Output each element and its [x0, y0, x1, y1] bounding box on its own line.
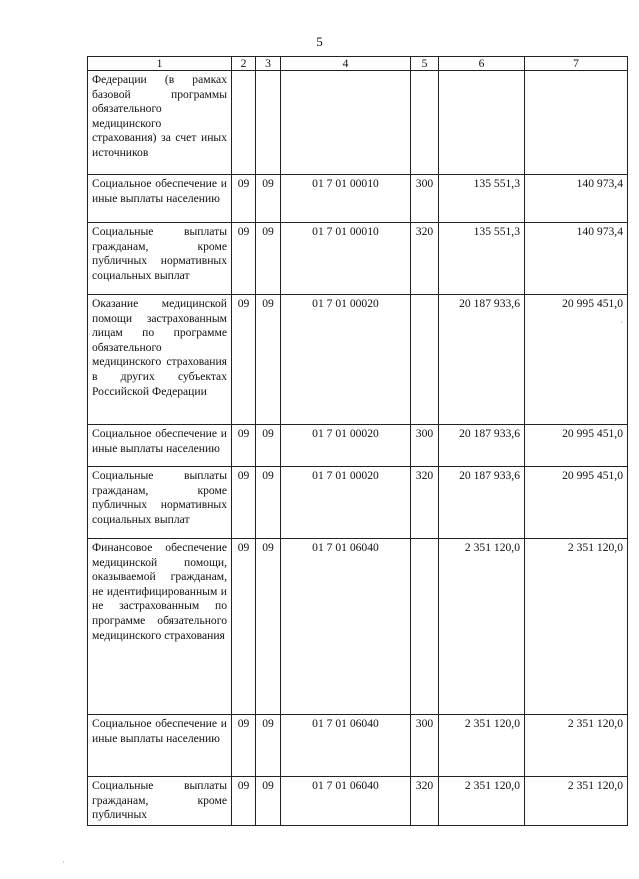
subsection-code: 09	[256, 425, 281, 467]
table-row	[88, 223, 628, 295]
column-header-2: 2	[232, 57, 256, 71]
expense-type-code: 320	[411, 467, 439, 539]
expense-type-code: 300	[411, 715, 439, 777]
row-name: Федерации (в рамках базовой программы обязательного медицинского страхования) за счет иных источников	[88, 71, 232, 175]
amount-year-1: 135 551,3	[439, 223, 525, 295]
amount-year-2: 2 351 120,0	[525, 777, 628, 826]
section-code: 09	[232, 223, 256, 295]
amount-year-1	[439, 71, 525, 175]
section-code	[232, 71, 256, 175]
section-code: 09	[232, 467, 256, 539]
amount-year-2	[525, 71, 628, 175]
target-article-code: 01 7 01 06040	[281, 715, 411, 777]
page-number: 5	[316, 34, 323, 49]
section-code: 09	[232, 175, 256, 223]
table-row	[88, 715, 628, 777]
target-article-code: 01 7 01 06040	[281, 777, 411, 826]
amount-year-1: 20 187 933,6	[439, 295, 525, 425]
table-row	[88, 71, 628, 175]
section-code: 09	[232, 425, 256, 467]
target-article-code: 01 7 01 00020	[281, 425, 411, 467]
row-name: Социальные выплаты гражданам, кроме публичных	[88, 777, 232, 826]
expense-type-code	[411, 295, 439, 425]
expense-type-code	[411, 71, 439, 175]
target-article-code: 01 7 01 00010	[281, 175, 411, 223]
subsection-code: 09	[256, 223, 281, 295]
expense-type-code	[411, 539, 439, 715]
amount-year-1: 2 351 120,0	[439, 539, 525, 715]
section-code: 09	[232, 539, 256, 715]
amount-year-1: 135 551,3	[439, 175, 525, 223]
table-row	[88, 777, 628, 826]
target-article-code	[281, 71, 411, 175]
subsection-code: 09	[256, 295, 281, 425]
expense-type-code: 300	[411, 175, 439, 223]
amount-year-1: 2 351 120,0	[439, 715, 525, 777]
column-header-6: 6	[439, 57, 525, 71]
scan-mark: ·	[62, 858, 65, 867]
subsection-code	[256, 71, 281, 175]
row-name: Социальные выплаты гражданам, кроме публичных нормативных социальных выплат	[88, 467, 232, 539]
row-name: Социальное обеспечение и иные выплаты населению	[88, 425, 232, 467]
subsection-code: 09	[256, 777, 281, 826]
amount-year-2: 2 351 120,0	[525, 539, 628, 715]
table-row	[88, 175, 628, 223]
amount-year-1: 2 351 120,0	[439, 777, 525, 826]
table-row	[88, 539, 628, 715]
expense-type-code: 320	[411, 223, 439, 295]
scan-mark: ·	[620, 318, 623, 327]
amount-year-2: 20 995 451,0	[525, 425, 628, 467]
amount-year-2: 20 995 451,0	[525, 467, 628, 539]
section-code: 09	[232, 715, 256, 777]
section-code: 09	[232, 777, 256, 826]
target-article-code: 01 7 01 00020	[281, 467, 411, 539]
amount-year-2: 140 973,4	[525, 223, 628, 295]
subsection-code: 09	[256, 467, 281, 539]
target-article-code: 01 7 01 00020	[281, 295, 411, 425]
row-name: Социальные выплаты гражданам, кроме публичных нормативных социальных выплат	[88, 223, 232, 295]
column-header-5: 5	[411, 57, 439, 71]
section-code: 09	[232, 295, 256, 425]
header-row	[88, 57, 628, 71]
column-header-7: 7	[525, 57, 628, 71]
target-article-code: 01 7 01 06040	[281, 539, 411, 715]
row-name: Оказание медицинской помощи застрахованным лицам по программе обязательного медицинского страхования в других субъектах Российской Федерации	[88, 295, 232, 425]
row-name: Социальное обеспечение и иные выплаты населению	[88, 715, 232, 777]
expense-type-code: 300	[411, 425, 439, 467]
subsection-code: 09	[256, 715, 281, 777]
subsection-code: 09	[256, 175, 281, 223]
table-row	[88, 425, 628, 467]
amount-year-1: 20 187 933,6	[439, 467, 525, 539]
expense-type-code: 320	[411, 777, 439, 826]
column-header-3: 3	[256, 57, 281, 71]
table-row	[88, 467, 628, 539]
amount-year-1: 20 187 933,6	[439, 425, 525, 467]
subsection-code: 09	[256, 539, 281, 715]
amount-year-2: 140 973,4	[525, 175, 628, 223]
amount-year-2: 2 351 120,0	[525, 715, 628, 777]
budget-table	[87, 56, 628, 826]
amount-year-2: 20 995 451,0	[525, 295, 628, 425]
row-name: Социальное обеспечение и иные выплаты населению	[88, 175, 232, 223]
row-name: Финансовое обеспечение медицинской помощи, оказываемой гражданам, не идентифицированным и не застрахованным по программе обязательного медицинского страхования	[88, 539, 232, 715]
column-header-4: 4	[281, 57, 411, 71]
table-row	[88, 295, 628, 425]
target-article-code: 01 7 01 00010	[281, 223, 411, 295]
column-header-1: 1	[88, 57, 232, 71]
